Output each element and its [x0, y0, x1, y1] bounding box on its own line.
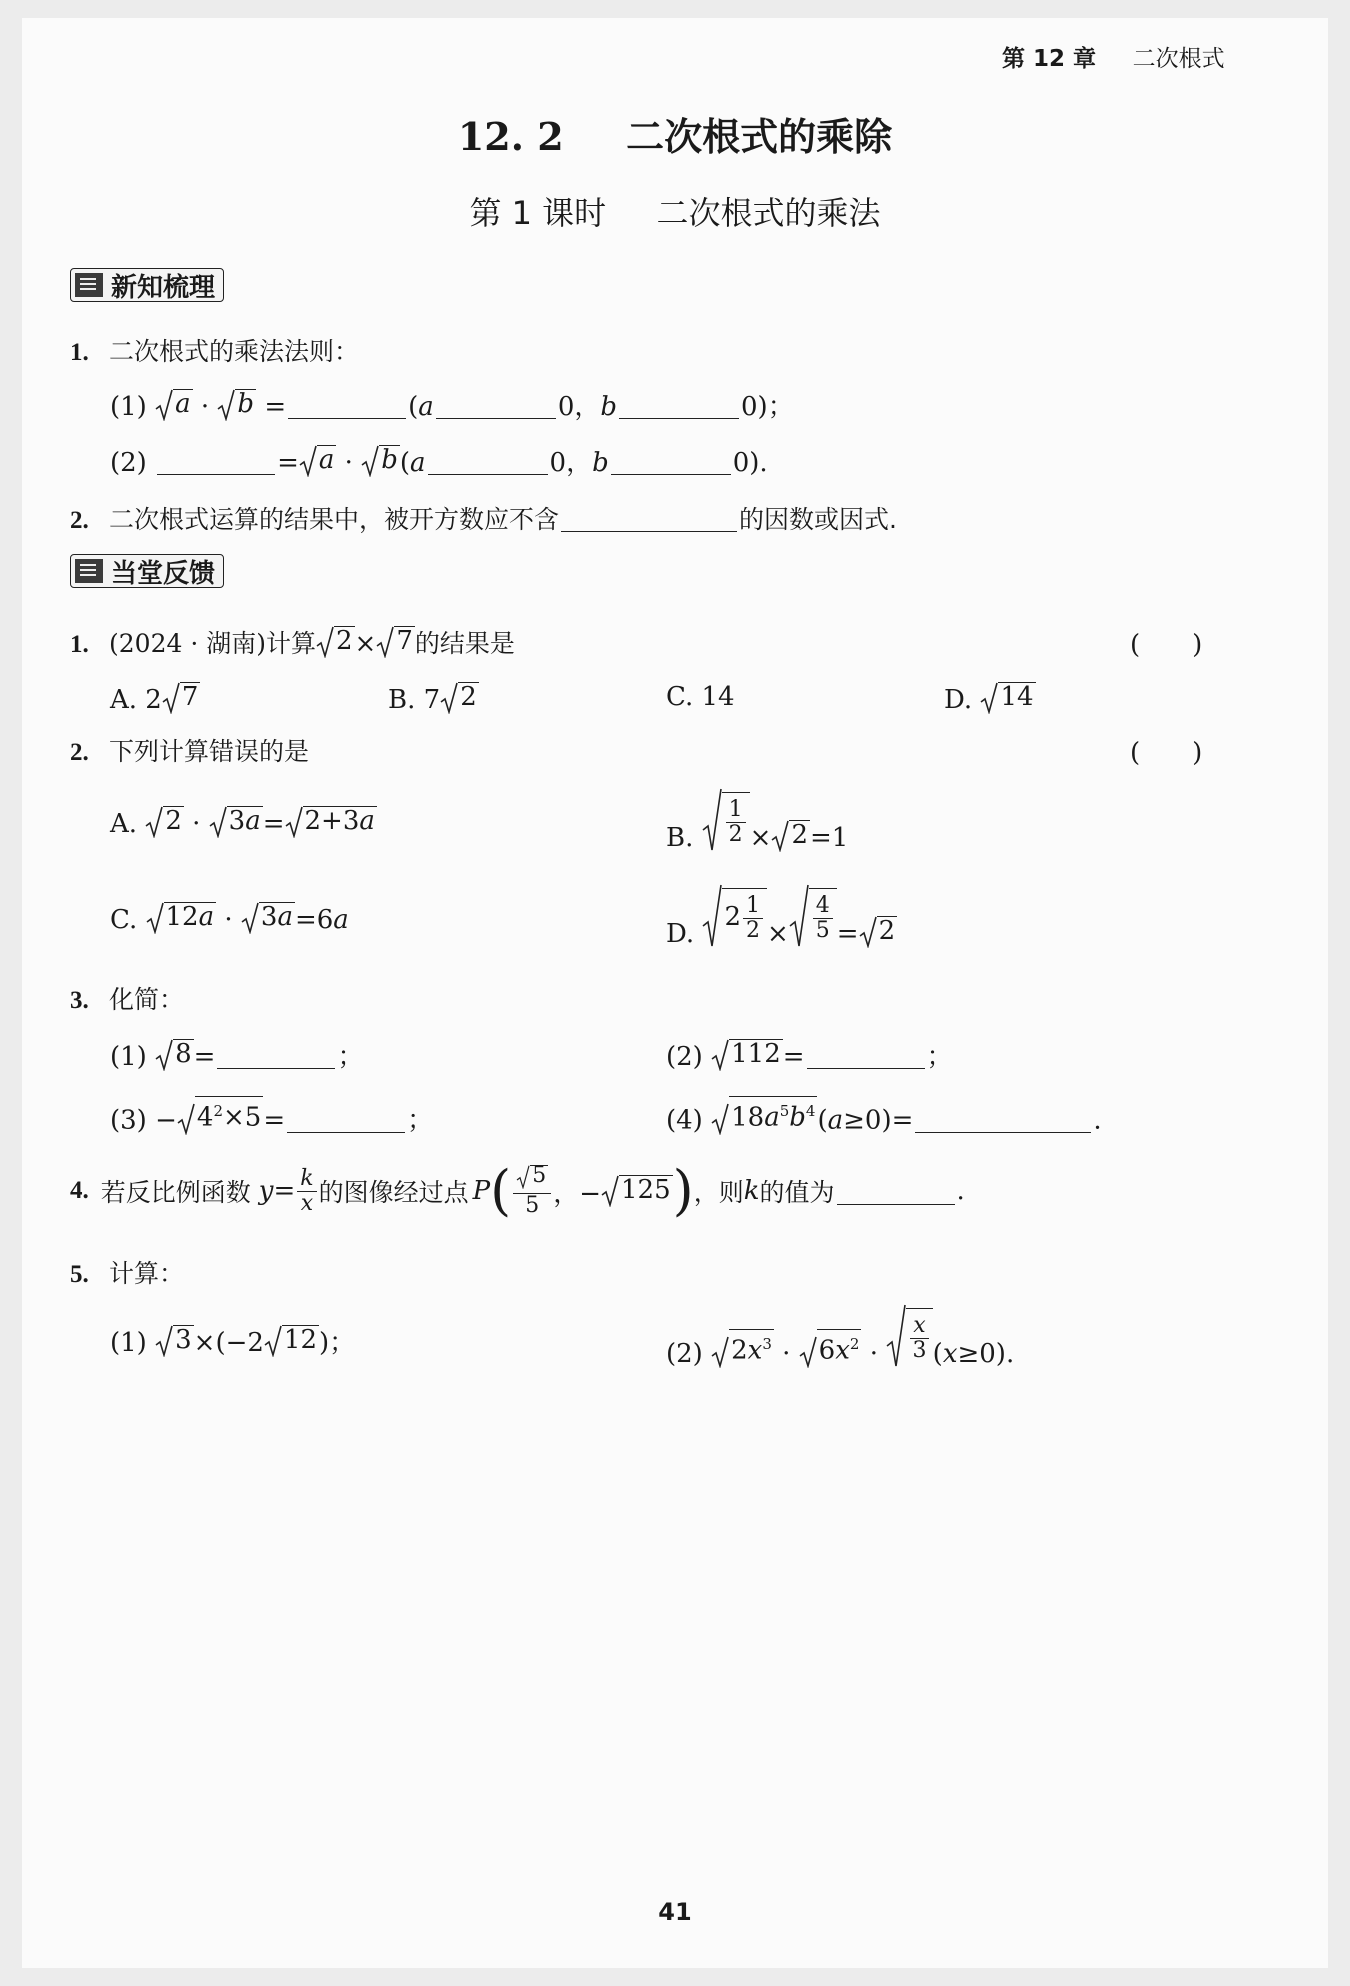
part-label: (2)	[110, 448, 147, 478]
question-text: 若反比例函数	[100, 1178, 251, 1207]
question-text: ，则	[693, 1178, 744, 1207]
chapter-number: 第 12 章	[1002, 46, 1097, 72]
part-label: (1)	[110, 392, 147, 422]
question-text: 二次根式的乘法法则：	[109, 337, 360, 366]
answer-blank[interactable]	[157, 448, 275, 475]
part-label: (1)	[110, 1042, 147, 1072]
running-header	[1002, 40, 1225, 73]
answer-blank[interactable]	[807, 1042, 925, 1069]
part-label: (1)	[110, 1328, 147, 1358]
question-1-rule	[70, 332, 359, 368]
option-c[interactable]: C. 12a · 3a =6a	[110, 902, 349, 935]
answer-blank[interactable]	[436, 392, 556, 419]
question-text: 的值为	[759, 1178, 835, 1207]
answer-paren[interactable]: ( )	[1130, 738, 1203, 768]
section-number: 12. 2	[457, 114, 564, 159]
feedback-question-5	[70, 1254, 184, 1290]
question-text: 的结果是	[414, 629, 515, 658]
question-number: 2.	[70, 739, 89, 766]
section-heading-new-knowledge	[70, 268, 224, 302]
answer-blank[interactable]	[287, 1106, 405, 1133]
answer-paren[interactable]: ( )	[1130, 630, 1203, 660]
option-c[interactable]	[666, 682, 735, 712]
part-label: (2)	[666, 1339, 703, 1369]
answer-blank[interactable]	[561, 505, 737, 532]
feedback-question-2	[70, 732, 309, 768]
worksheet-page	[22, 18, 1328, 1968]
pencil-note-icon	[75, 559, 103, 583]
question-number: 2.	[70, 507, 89, 534]
answer-blank[interactable]	[837, 1178, 955, 1205]
feedback-question-3	[70, 980, 184, 1016]
chapter-title: 二次根式	[1132, 46, 1225, 72]
option-a[interactable]: A. 2 · 3a = 2+3a	[110, 806, 375, 839]
answer-blank[interactable]	[619, 392, 739, 419]
option-label: A.	[110, 809, 138, 839]
section-heading-feedback	[70, 554, 224, 588]
option-label: C.	[666, 682, 694, 712]
option-b[interactable]: B. $\frac{1}{2}$ × 2 =1	[666, 788, 848, 853]
option-b[interactable]: B. 7 2	[388, 682, 477, 715]
question-text: 化简：	[109, 985, 185, 1014]
simplify-part-3: (3) − $4^2\times 5$ = ；	[110, 1096, 433, 1137]
question-text: 的因数或因式.	[739, 505, 897, 534]
question-2-simplest-form	[70, 500, 897, 536]
option-a[interactable]: A. 2 7	[110, 682, 199, 715]
simplify-part-4: (4) $18a^5b^4$ (a≥0)= .	[666, 1096, 1102, 1136]
lesson-name: 二次根式的乘法	[656, 194, 881, 232]
option-label: D.	[944, 685, 973, 715]
part-label: (3)	[110, 1105, 147, 1136]
question-text: 下列计算错误的是	[109, 737, 310, 766]
question-text: (2024 · 湖南)计算	[109, 629, 316, 658]
book-icon	[75, 273, 103, 297]
question-number: 4.	[70, 1177, 89, 1204]
answer-blank[interactable]	[217, 1042, 335, 1069]
answer-blank[interactable]	[915, 1106, 1091, 1133]
question-text: 二次根式运算的结果中，被开方数应不含	[109, 505, 560, 534]
math-fraction: $\frac{k}{x}$	[297, 1167, 316, 1216]
section-heading-text: 当堂反馈	[111, 558, 216, 589]
part-label: (4)	[666, 1105, 703, 1136]
math-sqrt: a	[155, 389, 193, 421]
question-number: 5.	[70, 1261, 89, 1288]
simplify-part-1: (1) 8 = ；	[110, 1039, 364, 1072]
simplify-part-2: (2) 112 = ；	[666, 1039, 953, 1072]
lesson-title	[22, 188, 1328, 234]
section-title	[22, 106, 1328, 161]
question-text: 计算：	[109, 1259, 185, 1288]
option-label: B.	[666, 823, 694, 853]
compute-part-1: (1) 3 ×(−2 12 )；	[110, 1325, 356, 1358]
answer-blank[interactable]	[288, 392, 406, 419]
option-label: D.	[666, 919, 695, 949]
section-name: 二次根式的乘除	[626, 115, 893, 159]
option-value: 14	[701, 682, 735, 712]
section-heading-text: 新知梳理	[111, 272, 216, 303]
page-number: 41	[658, 1898, 692, 1926]
math-sqrt: a	[299, 445, 337, 477]
compute-part-2: (2) $2x^3$ · $6x^2$ · $\frac{x}{3}$ (x≥0).	[666, 1304, 1014, 1369]
rule-part-1: (1) a · b = (a 0，b 0)；	[110, 389, 794, 422]
feedback-question-1: 1. (2024 · 湖南)计算 2 × 7 的结果是	[70, 626, 515, 659]
question-number: 1.	[70, 339, 89, 366]
question-number: 1.	[70, 631, 89, 658]
option-label: B.	[388, 685, 416, 715]
answer-blank[interactable]	[611, 448, 731, 475]
math-sqrt: b	[217, 389, 256, 421]
lesson-number: 第 1 课时	[469, 194, 607, 232]
rule-part-2: (2) = a · b (a 0，b 0).	[110, 445, 768, 478]
question-number: 3.	[70, 987, 89, 1014]
part-label: (2)	[666, 1042, 703, 1072]
option-label: C.	[110, 905, 138, 935]
option-d[interactable]: D. 2 $\frac{1}{2}$ × $\frac{4}{5}$ = 2	[666, 884, 897, 949]
question-text: 的图像经过点	[318, 1178, 469, 1207]
feedback-question-4: 4. 若反比例函数 y= $\frac{k}{x}$ 的图像经过点 P ( $\frac{5}{5}$ ，− 125 ) ，则 k 的值为 .	[70, 1159, 965, 1222]
answer-blank[interactable]	[428, 448, 548, 475]
math-sqrt: b	[361, 445, 400, 477]
option-d[interactable]: D. 14	[944, 682, 1034, 715]
option-label: A.	[110, 685, 138, 715]
